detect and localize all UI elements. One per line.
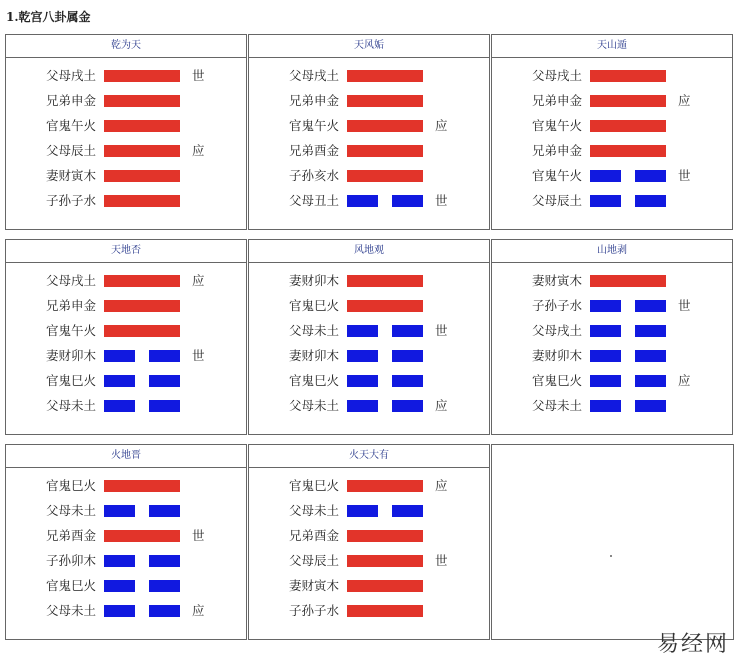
yin-line-bar-right (149, 375, 180, 387)
hexagram-title: 乾为天 (6, 35, 246, 58)
hexagram-line (249, 299, 489, 324)
yin-line-bar-left (104, 580, 135, 592)
yang-line-bar (104, 195, 180, 207)
line-label: 官鬼巳火 (45, 373, 96, 388)
hexagram-line (6, 144, 246, 169)
hexagram-line (492, 274, 732, 299)
hexagram-line (6, 529, 246, 554)
hexagram-cell (5, 444, 247, 640)
line-label: 子孙子水 (531, 298, 582, 313)
yin-line-bar-left (590, 350, 621, 362)
line-label: 兄弟申金 (531, 93, 582, 108)
yin-line-bar-right (635, 375, 666, 387)
yin-line-bar-left (347, 375, 378, 387)
yang-line-bar (104, 170, 180, 182)
hexagram-title: 天风姤 (249, 35, 489, 58)
yang-line-bar (347, 555, 423, 567)
line-label: 官鬼巳火 (288, 298, 339, 313)
hexagram-cell (248, 34, 490, 230)
line-label: 父母戌土 (45, 68, 96, 83)
shi-mark: 世 (192, 348, 205, 363)
yang-line-bar (104, 145, 180, 157)
yang-line-bar (347, 580, 423, 592)
yang-line-bar (347, 605, 423, 617)
yin-line-bar-left (104, 400, 135, 412)
yang-line-bar (347, 480, 423, 492)
yin-line-bar-right (392, 325, 423, 337)
yang-line-bar (104, 300, 180, 312)
line-label: 父母未土 (288, 398, 339, 413)
hexagram-line (492, 194, 732, 219)
page-title: 1.乾宫八卦属金 (6, 10, 91, 24)
yin-line-bar-left (104, 605, 135, 617)
yin-line-bar-right (635, 195, 666, 207)
yang-line-bar (590, 70, 666, 82)
line-label: 妻财卯木 (45, 348, 96, 363)
hexagram-title: 山地剥 (492, 240, 732, 263)
yin-line-bar-left (104, 375, 135, 387)
ying-mark: 应 (678, 373, 691, 388)
hexagram-line (249, 399, 489, 424)
yin-line-bar-right (635, 400, 666, 412)
yin-line-bar-right (149, 580, 180, 592)
yang-line-bar (347, 95, 423, 107)
hexagram-line (492, 399, 732, 424)
line-label: 兄弟申金 (45, 298, 96, 313)
yin-line-bar-left (347, 195, 378, 207)
hexagram-line (249, 529, 489, 554)
hexagram-cell (491, 34, 733, 230)
yin-line-bar-right (392, 195, 423, 207)
line-label: 子孙亥水 (288, 168, 339, 183)
line-label: 官鬼巳火 (45, 578, 96, 593)
line-label: 兄弟酉金 (45, 528, 96, 543)
yang-line-bar (347, 275, 423, 287)
line-label: 兄弟申金 (531, 143, 582, 158)
line-label: 官鬼午火 (45, 323, 96, 338)
shi-mark: 世 (192, 68, 205, 83)
hexagram-line (6, 94, 246, 119)
yin-line-bar-left (347, 400, 378, 412)
hexagram-line (249, 579, 489, 604)
yin-line-bar-right (635, 325, 666, 337)
hexagram-line (6, 554, 246, 579)
yin-line-bar-left (590, 300, 621, 312)
line-label: 父母未土 (45, 603, 96, 618)
line-label: 官鬼午火 (45, 118, 96, 133)
yin-line-bar-right (635, 170, 666, 182)
yang-line-bar (347, 300, 423, 312)
line-label: 子孙子水 (45, 193, 96, 208)
yang-line-bar (347, 530, 423, 542)
hexagram-line (492, 119, 732, 144)
line-label: 妻财卯木 (288, 348, 339, 363)
ying-mark: 应 (192, 143, 205, 158)
hexagram-line (249, 324, 489, 349)
line-label: 兄弟申金 (288, 93, 339, 108)
yin-line-bar-right (392, 350, 423, 362)
line-label: 兄弟酉金 (288, 528, 339, 543)
stray-dot (610, 555, 612, 557)
line-label: 父母辰土 (45, 143, 96, 158)
ying-mark: 应 (678, 93, 691, 108)
line-label: 官鬼午火 (531, 118, 582, 133)
empty-cell (491, 444, 734, 640)
line-label: 父母戌土 (531, 323, 582, 338)
yang-line-bar (104, 480, 180, 492)
hexagram-title: 风地观 (249, 240, 489, 263)
line-label: 兄弟酉金 (288, 143, 339, 158)
line-label: 子孙子水 (288, 603, 339, 618)
yin-line-bar-right (392, 400, 423, 412)
hexagram-line (6, 374, 246, 399)
hexagram-line (492, 299, 732, 324)
line-label: 官鬼午火 (288, 118, 339, 133)
yin-line-bar-right (392, 375, 423, 387)
hexagram-line (249, 374, 489, 399)
line-label: 兄弟申金 (45, 93, 96, 108)
line-label: 官鬼巳火 (288, 478, 339, 493)
shi-mark: 世 (192, 528, 205, 543)
yin-line-bar-right (149, 400, 180, 412)
ying-mark: 应 (192, 273, 205, 288)
hexagram-cell (491, 239, 733, 435)
hexagram-line (249, 119, 489, 144)
line-label: 官鬼巳火 (288, 373, 339, 388)
hexagram-row (5, 34, 734, 230)
yang-line-bar (347, 145, 423, 157)
hexagram-line (249, 604, 489, 629)
ying-mark: 应 (192, 603, 205, 618)
shi-mark: 世 (678, 298, 691, 313)
hexagram-line (249, 194, 489, 219)
hexagram-title: 天地否 (6, 240, 246, 263)
hexagram-cell (5, 239, 247, 435)
hexagram-line (249, 274, 489, 299)
hexagram-title: 天山遁 (492, 35, 732, 58)
line-label: 父母辰土 (531, 193, 582, 208)
hexagram-title: 火天大有 (249, 445, 489, 468)
line-label: 父母戌土 (45, 273, 96, 288)
hexagram-line (249, 169, 489, 194)
shi-mark: 世 (435, 323, 448, 338)
line-label: 官鬼巳火 (531, 373, 582, 388)
line-label: 官鬼午火 (531, 168, 582, 183)
yin-line-bar-right (149, 505, 180, 517)
yin-line-bar-left (590, 170, 621, 182)
yang-line-bar (347, 170, 423, 182)
yang-line-bar (104, 120, 180, 132)
line-label: 妻财寅木 (45, 168, 96, 183)
site-watermark: 易经网 (656, 632, 729, 657)
ying-mark: 应 (435, 478, 448, 493)
line-label: 父母未土 (288, 503, 339, 518)
hexagram-line (249, 504, 489, 529)
hexagram-line (6, 604, 246, 629)
hexagram-line (492, 144, 732, 169)
hexagram-line (6, 579, 246, 604)
yang-line-bar (590, 275, 666, 287)
hexagram-line (492, 169, 732, 194)
line-label: 官鬼巳火 (45, 478, 96, 493)
yin-line-bar-left (104, 555, 135, 567)
ying-mark: 应 (435, 118, 448, 133)
hexagram-row (5, 444, 734, 640)
hexagram-line (6, 479, 246, 504)
line-label: 父母戌土 (288, 68, 339, 83)
hexagram-line (249, 349, 489, 374)
hexagram-cell (248, 444, 490, 640)
hexagram-line (249, 144, 489, 169)
line-label: 父母丑土 (288, 193, 339, 208)
yin-line-bar-left (104, 350, 135, 362)
hexagram-line (6, 274, 246, 299)
line-label: 妻财卯木 (288, 273, 339, 288)
shi-mark: 世 (435, 193, 448, 208)
hexagram-row (5, 239, 734, 435)
yin-line-bar-left (590, 375, 621, 387)
yang-line-bar (104, 95, 180, 107)
line-label: 父母未土 (531, 398, 582, 413)
hexagram-line (249, 94, 489, 119)
hexagram-line (492, 324, 732, 349)
yin-line-bar-left (590, 195, 621, 207)
line-label: 妻财寅木 (288, 578, 339, 593)
yin-line-bar-left (347, 350, 378, 362)
yin-line-bar-right (149, 605, 180, 617)
yang-line-bar (347, 120, 423, 132)
ying-mark: 应 (435, 398, 448, 413)
yin-line-bar-right (149, 555, 180, 567)
hexagram-line (492, 374, 732, 399)
yang-line-bar (104, 530, 180, 542)
yin-line-bar-left (347, 505, 378, 517)
yang-line-bar (590, 145, 666, 157)
hexagram-line (6, 194, 246, 219)
hexagram-cell (5, 34, 247, 230)
yin-line-bar-right (392, 505, 423, 517)
hexagram-line (6, 69, 246, 94)
yin-line-bar-right (149, 350, 180, 362)
hexagram-line (492, 69, 732, 94)
line-label: 妻财寅木 (531, 273, 582, 288)
hexagram-line (6, 324, 246, 349)
yang-line-bar (347, 70, 423, 82)
yin-line-bar-left (590, 400, 621, 412)
yin-line-bar-right (635, 300, 666, 312)
yang-line-bar (590, 95, 666, 107)
yin-line-bar-left (347, 325, 378, 337)
shi-mark: 世 (678, 168, 691, 183)
yang-line-bar (104, 275, 180, 287)
hexagram-line (6, 119, 246, 144)
hexagram-line (249, 479, 489, 504)
hexagram-line (6, 504, 246, 529)
hexagram-line (6, 169, 246, 194)
yang-line-bar (104, 70, 180, 82)
hexagram-line (492, 94, 732, 119)
hexagram-line (6, 349, 246, 374)
yin-line-bar-right (635, 350, 666, 362)
line-label: 父母戌土 (531, 68, 582, 83)
line-label: 子孙卯木 (45, 553, 96, 568)
line-label: 父母辰土 (288, 553, 339, 568)
yin-line-bar-left (590, 325, 621, 337)
line-label: 父母未土 (288, 323, 339, 338)
hexagram-line (6, 299, 246, 324)
line-label: 妻财卯木 (531, 348, 582, 363)
line-label: 父母未土 (45, 503, 96, 518)
hexagram-line (249, 554, 489, 579)
yin-line-bar-left (104, 505, 135, 517)
hexagram-line (6, 399, 246, 424)
shi-mark: 世 (435, 553, 448, 568)
line-label: 父母未土 (45, 398, 96, 413)
hexagram-cell (248, 239, 490, 435)
yang-line-bar (104, 325, 180, 337)
hexagram-line (492, 349, 732, 374)
hexagram-line (249, 69, 489, 94)
hexagram-title: 火地晋 (6, 445, 246, 468)
yang-line-bar (590, 120, 666, 132)
